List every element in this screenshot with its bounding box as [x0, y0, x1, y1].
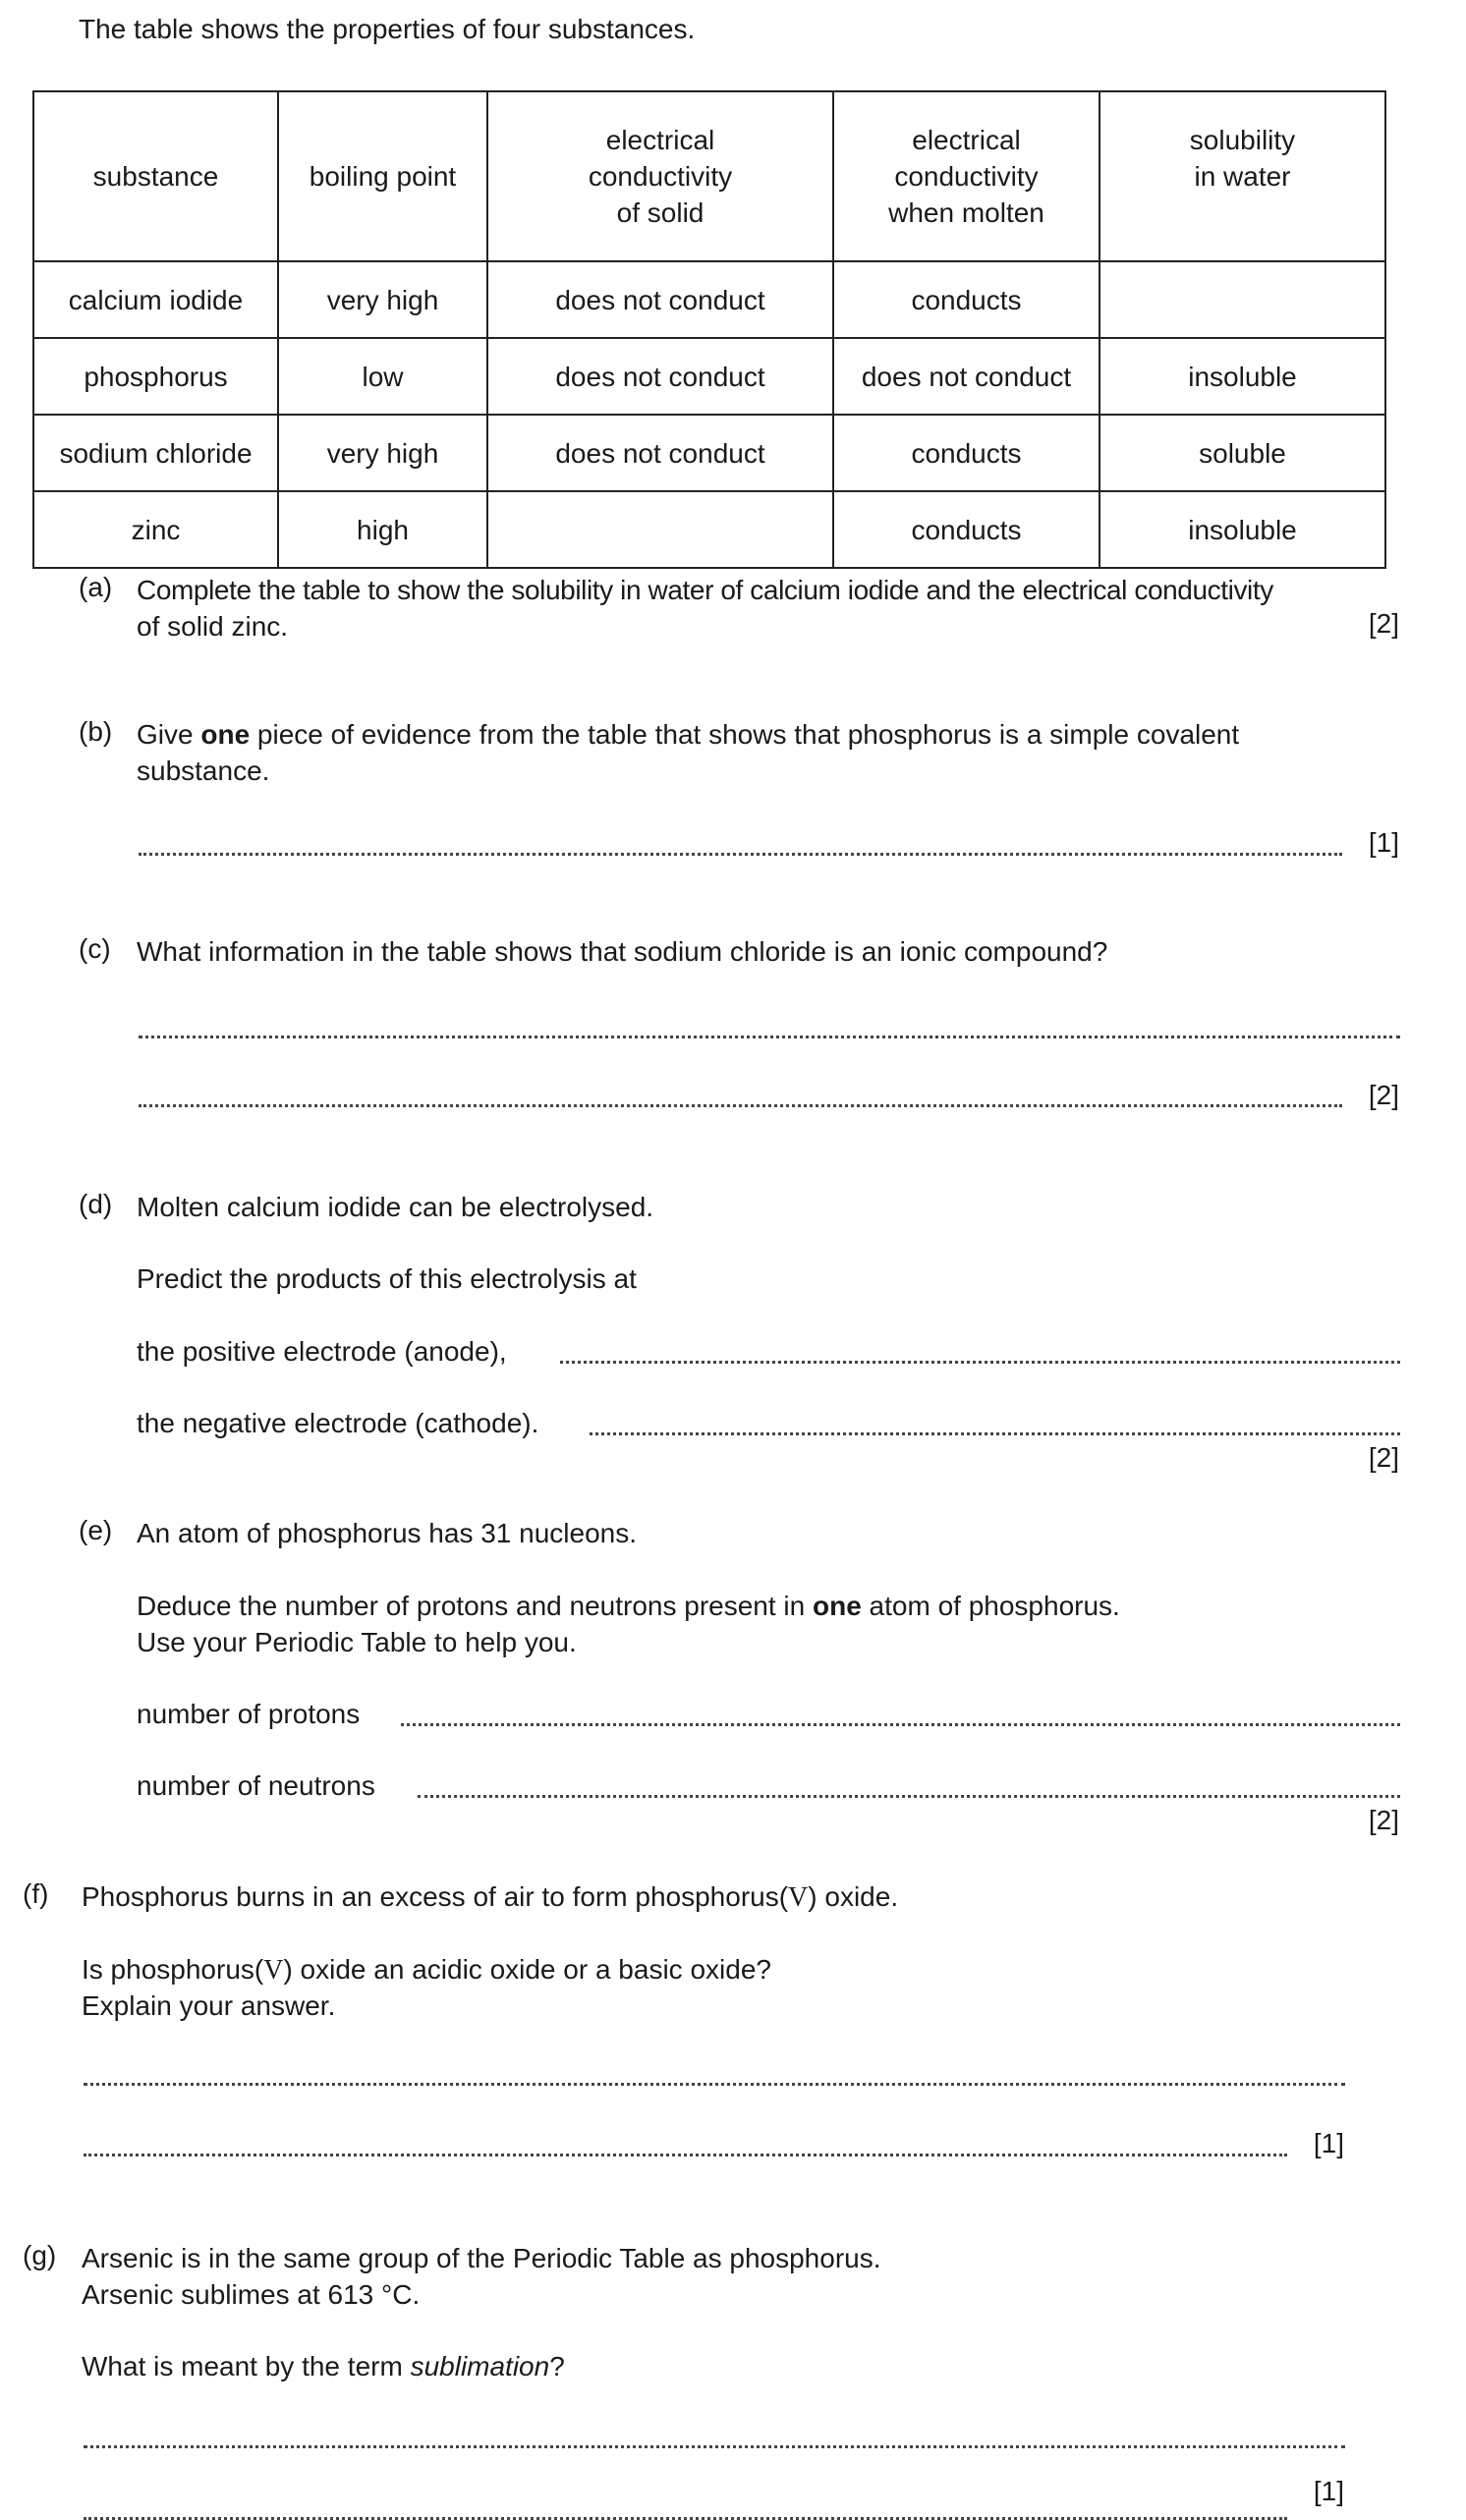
question-a-label: (a)	[79, 572, 113, 602]
marks-d: [2]	[1368, 1442, 1399, 1473]
question-f-question-2: Explain your answer.	[82, 1990, 336, 2021]
header-conductivity-molten: electrical conductivity when molten	[833, 91, 1100, 261]
question-f-label: (f)	[23, 1878, 49, 1909]
cell-substance: phosphorus	[33, 338, 278, 415]
table-row	[33, 338, 1385, 415]
cell-conductivity-molten: conducts	[833, 491, 1100, 568]
anode-answer-line[interactable]	[560, 1361, 1400, 1364]
cell-boiling-point: low	[278, 338, 487, 415]
marks-b: [1]	[1368, 827, 1399, 858]
cell-solubility: insoluble	[1100, 338, 1385, 415]
answer-line-c-2[interactable]	[139, 1104, 1342, 1107]
cell-conductivity-solid: does not conduct	[487, 261, 833, 338]
marks-a: [2]	[1368, 608, 1399, 639]
marks-g: [1]	[1313, 2476, 1344, 2506]
header-substance: substance	[33, 91, 278, 261]
cell-substance: calcium iodide	[33, 261, 278, 338]
marks-f: [1]	[1313, 2128, 1344, 2158]
properties-table	[32, 90, 1386, 569]
question-g-text: Arsenic is in the same group of the Periodic Table as phosphorus.	[82, 2243, 881, 2273]
cell-conductivity-molten: does not conduct	[833, 338, 1100, 415]
cell-substance: sodium chloride	[33, 415, 278, 491]
question-d-prompt: Predict the products of this electrolysis at	[137, 1263, 637, 1294]
question-e-text: An atom of phosphorus has 31 nucleons.	[137, 1518, 638, 1548]
answer-line-f-1[interactable]	[84, 2083, 1345, 2086]
neutrons-answer-line[interactable]	[418, 1795, 1400, 1798]
question-c-text: What information in the table shows that sodium chloride is an ionic compound?	[137, 936, 1108, 967]
marks-e: [2]	[1368, 1805, 1399, 1835]
cathode-label: the negative electrode (cathode).	[137, 1408, 539, 1438]
question-f-question: Is phosphorus(V) oxide an acidic oxide or a basic oxide?	[82, 1954, 771, 1986]
question-b-text: Give one piece of evidence from the table that shows that phosphorus is a simple covalent	[137, 719, 1240, 750]
cell-conductivity-molten: conducts	[833, 415, 1100, 491]
answer-line-f-2[interactable]	[84, 2154, 1287, 2156]
cell-conductivity-molten: conducts	[833, 261, 1100, 338]
cell-conductivity-solid: does not conduct	[487, 338, 833, 415]
intro-text: The table shows the properties of four substances.	[79, 14, 696, 44]
question-e-label: (e)	[79, 1515, 113, 1545]
question-b-label: (b)	[79, 716, 113, 747]
question-g-text-2: Arsenic sublimes at 613 °C.	[82, 2279, 421, 2310]
cell-solubility-answer[interactable]	[1100, 261, 1385, 338]
answer-line-b[interactable]	[139, 853, 1342, 856]
table-header-row	[33, 91, 1385, 261]
header-solubility: solubility in water	[1100, 91, 1385, 261]
question-f-text: Phosphorus burns in an excess of air to form phosphorus(V) oxide.	[82, 1881, 899, 1913]
question-d-text: Molten calcium iodide can be electrolysed.	[137, 1192, 654, 1222]
question-e-instruction-2: Use your Periodic Table to help you.	[137, 1627, 577, 1657]
header-boiling-point: boiling point	[278, 91, 487, 261]
cell-boiling-point: high	[278, 491, 487, 568]
table-row	[33, 261, 1385, 338]
cell-solubility: insoluble	[1100, 491, 1385, 568]
protons-answer-line[interactable]	[401, 1723, 1400, 1726]
cell-conductivity-solid: does not conduct	[487, 415, 833, 491]
question-e-instruction: Deduce the number of protons and neutrons present in one atom of phosphorus.	[137, 1591, 1120, 1621]
table-row	[33, 491, 1385, 568]
cell-substance: zinc	[33, 491, 278, 568]
question-g-question: What is meant by the term sublimation?	[82, 2351, 565, 2381]
table-row	[33, 415, 1385, 491]
marks-c: [2]	[1368, 1080, 1399, 1110]
neutrons-label: number of neutrons	[137, 1770, 375, 1801]
protons-label: number of protons	[137, 1699, 361, 1729]
question-b-text-2: substance.	[137, 756, 270, 786]
answer-line-g-1[interactable]	[84, 2445, 1345, 2448]
cathode-answer-line[interactable]	[590, 1432, 1400, 1435]
cell-boiling-point: very high	[278, 415, 487, 491]
cell-boiling-point: very high	[278, 261, 487, 338]
question-c-label: (c)	[79, 933, 111, 964]
header-conductivity-solid: electrical conductivity of solid	[487, 91, 833, 261]
anode-label: the positive electrode (anode),	[137, 1336, 507, 1367]
question-a-text-2: of solid zinc.	[137, 611, 289, 642]
cell-conductivity-solid-answer[interactable]	[487, 491, 833, 568]
question-d-label: (d)	[79, 1189, 113, 1219]
question-g-label: (g)	[23, 2240, 57, 2270]
answer-line-c-1[interactable]	[139, 1036, 1400, 1038]
question-a-text: Complete the table to show the solubility in water of calcium iodide and the electrical conductivity	[137, 575, 1273, 605]
cell-solubility: soluble	[1100, 415, 1385, 491]
